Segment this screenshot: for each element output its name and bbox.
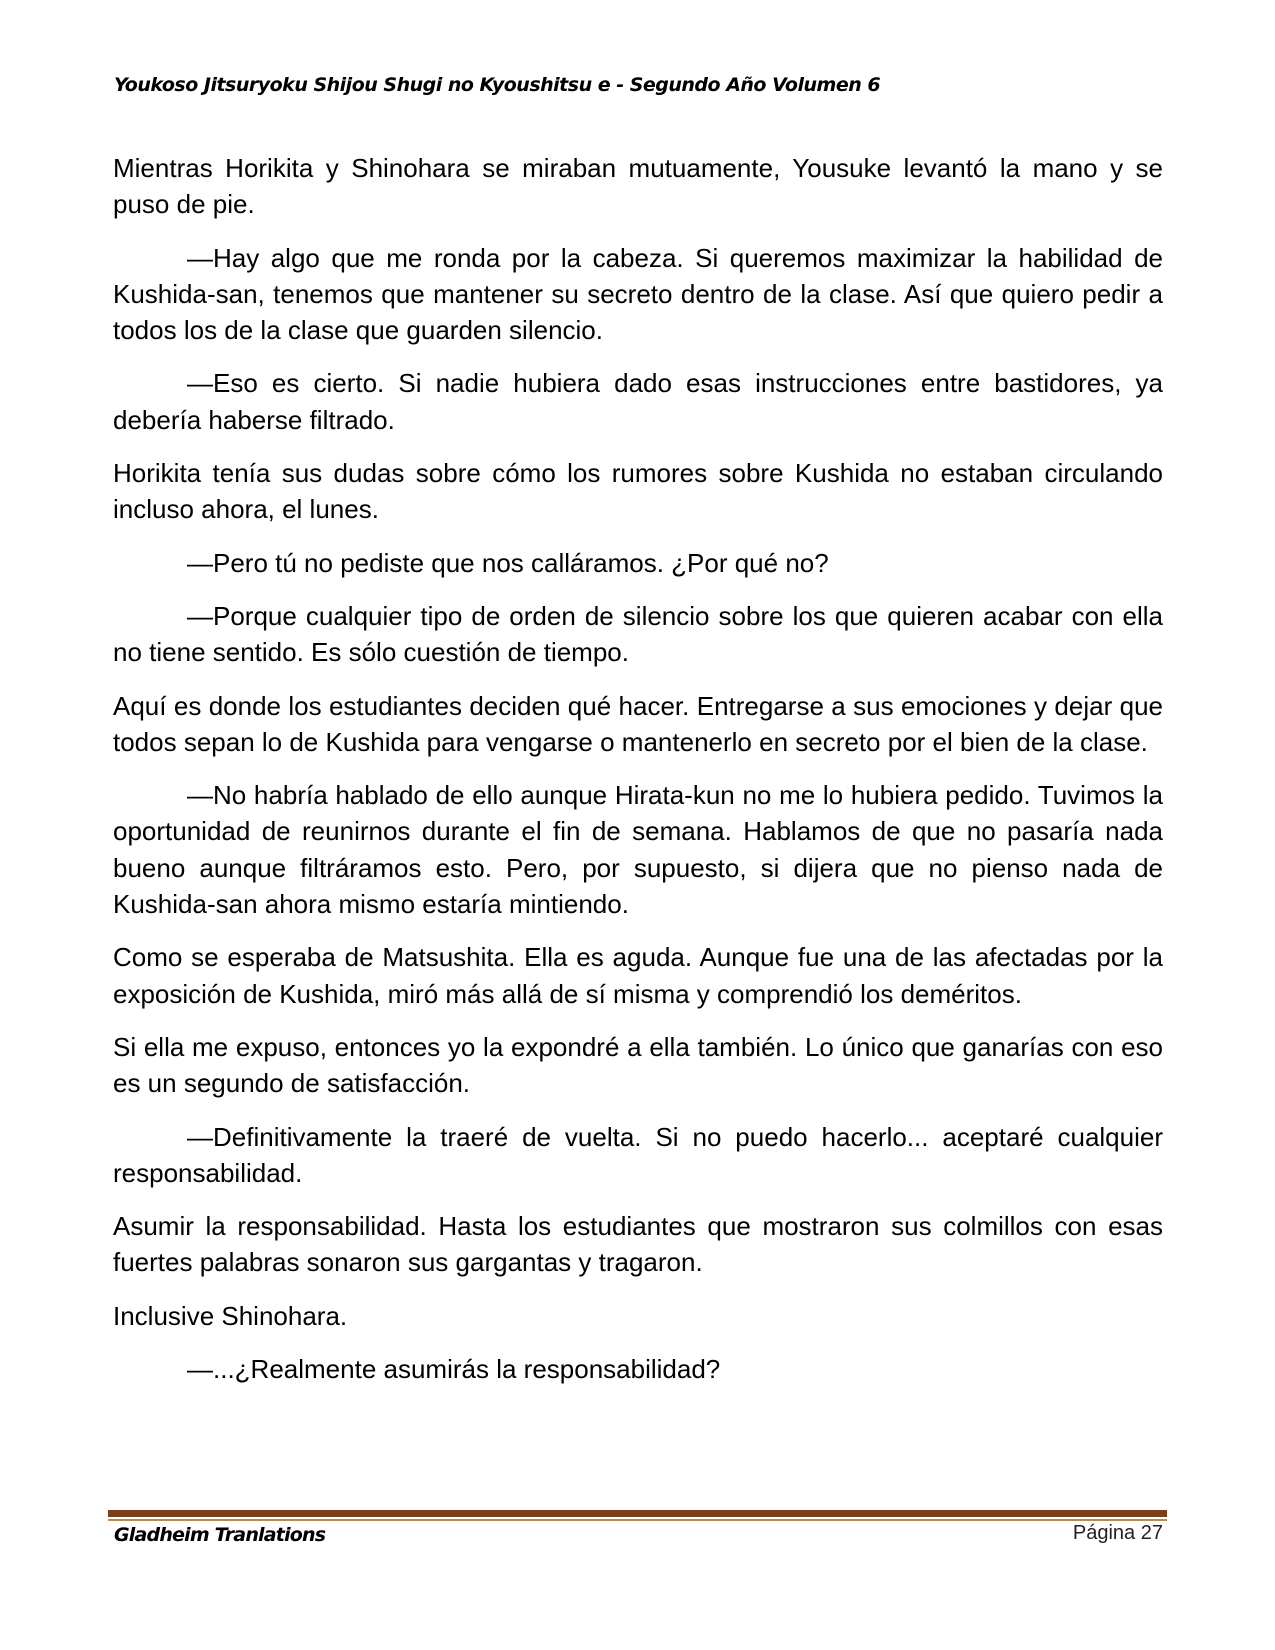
paragraph: Asumir la responsabilidad. Hasta los estudiantes que mostraron sus colmillos con esas fuertes palabras sonaron sus gargantas y tragaron. [113, 1211, 1163, 1278]
paragraph: Como se esperaba de Matsushita. Ella es aguda. Aunque fue una de las afectadas por la exposición de Kushida, miró más allá de sí misma y comprendió los deméritos. [113, 942, 1163, 1009]
dialogue-paragraph: —Hay algo que me ronda por la cabeza. Si queremos maximizar la habilidad de Kushida-san, tenemos que mantener su secreto dentro de la clase. Así que quiero pedir a todos los de la clase que guarden silencio. [113, 242, 1163, 346]
dialogue-paragraph: —Pero tú no pediste que nos calláramos. ¿Por qué no? [187, 547, 829, 578]
footer-rule-thick [108, 1510, 1167, 1517]
footer-rule [108, 1510, 1167, 1521]
page-body [113, 150, 1163, 1404]
paragraph: Inclusive Shinohara. [113, 1300, 348, 1331]
paragraph: Horikita tenía sus dudas sobre cómo los rumores sobre Kushida no estaban circulando incluso ahora, el lunes. [113, 458, 1163, 525]
page-label: Página [1072, 1522, 1136, 1544]
dialogue-paragraph: —No habría hablado de ello aunque Hirata-kun no me lo hubiera pedido. Tuvimos la oportunidad de reunirnos durante el fin de semana. Hablamos de que no pasaría nada bueno aunque filtráramos esto. Pero, por supuesto, si dijera que no pienso nada de Kushida-san ahora mismo estaría mintiendo. [113, 780, 1163, 920]
dialogue-paragraph: —Porque cualquier tipo de orden de silencio sobre los que quieren acabar con ella no tiene sentido. Es sólo cuestión de tiempo. [113, 600, 1163, 668]
page-number [1073, 1522, 1163, 1545]
dialogue-paragraph: —Definitivamente la traeré de vuelta. Si no puedo hacerlo... aceptaré cualquier responsabilidad. [113, 1121, 1163, 1188]
page-number-value: 27 [1140, 1522, 1163, 1544]
paragraph: Mientras Horikita y Shinohara se miraban mutuamente, Yousuke levantó la mano y se puso de pie. [113, 153, 1163, 220]
paragraph: Si ella me expuso, entonces yo la expondré a ella también. Lo único que ganarías con eso es un segundo de satisfacción. [113, 1031, 1163, 1099]
paragraph: Aquí es donde los estudiantes deciden qué hacer. Entregarse a sus emociones y dejar que todos sepan lo de Kushida para vengarse o mantenerlo en secreto por el bien de la clase. [113, 690, 1163, 757]
dialogue-paragraph: —...¿Realmente asumirás la responsabilidad? [187, 1354, 721, 1385]
running-header: Youkoso Jitsuryoku Shijou Shugi no Kyoushitsu e - Segundo Año Volumen 6 [114, 74, 881, 96]
footer-rule-thin [108, 1519, 1167, 1521]
footer-credit: Gladheim Tranlations [114, 1524, 326, 1546]
dialogue-paragraph: —Eso es cierto. Si nadie hubiera dado esas instrucciones entre bastidores, ya debería haberse filtrado. [113, 368, 1163, 435]
